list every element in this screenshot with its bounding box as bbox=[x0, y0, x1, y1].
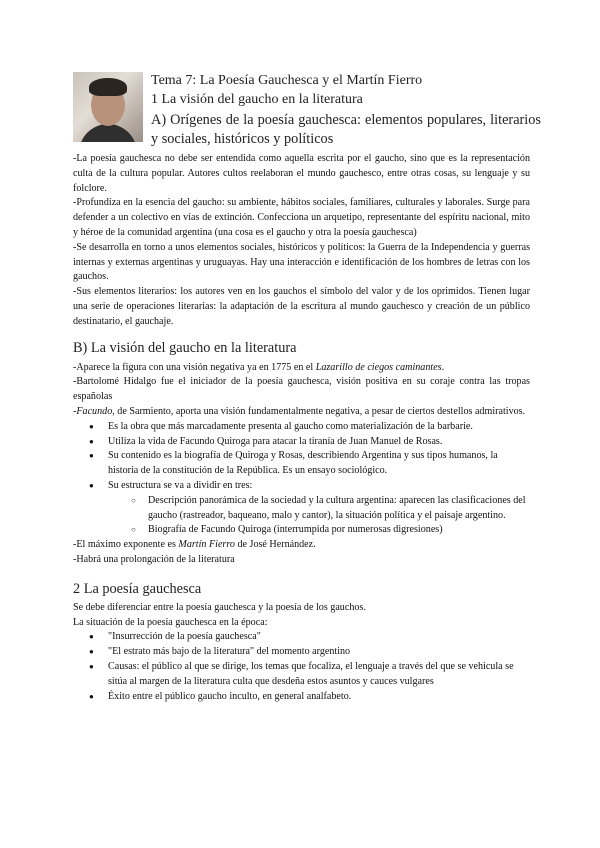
list-item: ● Utiliza la vida de Facundo Quiroga para atacar la tiranía de Juan Manuel de Rosas. bbox=[73, 435, 530, 450]
paragraph: La situación de la poesía gauchesca en la época: bbox=[73, 616, 268, 628]
paragraph bbox=[73, 538, 530, 553]
list-item: ○ Biografía de Facundo Quiroga (interrumpida por numerosas digresiones) bbox=[73, 523, 530, 538]
text-run: -El máximo exponente es bbox=[73, 539, 179, 551]
text-run: , de Sarmiento, aporta una visión fundamentalmente negativa, a pesar de ciertos destellos admirativos. bbox=[112, 405, 526, 417]
paragraph: -Bartolomé Hidalgo fue el iniciador de la poesía gauchesca, visión positiva en su coraje contra las tropas españolas bbox=[73, 376, 530, 403]
list-item: ● "El estrato más bajo de la literatura" del momento argentino bbox=[73, 645, 530, 660]
paragraph: -Sus elementos literarios: los autores ven en los gauchos el símbolo del valor y de los oprimidos. Tienen lugar una serie de operaciones literarias: la adaptación de la escritura al mundo gauchesco y creación de un público destinatario, el gauchaje. bbox=[73, 286, 530, 327]
section-b-title: B) La visión del gaucho en la literatura bbox=[73, 339, 297, 356]
text-run: de José Hernández. bbox=[234, 539, 316, 551]
list-item: ● Causas: el público al que se dirige, los temas que focaliza, el lenguaje a través del que se vehicula se sitúa al margen de la literatura culta que desdeña estos asuntos y cauces vulgares bbox=[73, 660, 530, 690]
list-item: ● Su estructura se va a dividir en tres: bbox=[73, 479, 530, 494]
book-title: -Facundo bbox=[73, 405, 113, 417]
photo-shirt bbox=[79, 124, 137, 142]
document-body bbox=[73, 152, 530, 704]
text-run: . bbox=[441, 361, 445, 373]
bullet-list bbox=[73, 420, 530, 494]
paragraph: -La poesía gauchesca no debe ser entendida como aquella escrita por el gaucho, sino que es la representación culta de la cultura popular. Autores cultos reelaboran el mundo gauchesco, entre otras cosas, su lenguaje y su folclore. bbox=[73, 153, 530, 194]
paragraph: Se debe diferenciar entre la poesía gauchesca y la poesía de los gauchos. bbox=[73, 601, 366, 613]
section-1-title: 1 La visión del gaucho en la literatura bbox=[151, 92, 363, 107]
section-2-title: 2 La poesía gauchesca bbox=[73, 580, 202, 597]
author-photo bbox=[73, 72, 143, 142]
paragraph bbox=[73, 361, 530, 376]
book-title: Martín Fierro bbox=[178, 539, 235, 551]
section-a-title: A) Orígenes de la poesía gauchesca: elementos populares, literarios y sociales, históricos y políticos bbox=[151, 112, 541, 147]
list-item: ● Éxito entre el público gaucho inculto, en general analfabeto. bbox=[73, 690, 530, 705]
paragraph bbox=[73, 405, 530, 420]
list-item: ● Es la obra que más marcadamente presenta al gaucho como materialización de la barbarie. bbox=[73, 420, 530, 435]
photo-hair bbox=[89, 78, 127, 96]
text-run: -Aparece la figura con una visión negativa ya en 1775 en el bbox=[73, 361, 316, 373]
list-item: ● Su contenido es la biografía de Quiroga y Rosas, describiendo Argentina y sus tipos humanos, la historia de la constitución de la República. Es un ensayo sociológico. bbox=[73, 449, 530, 479]
paragraph: -Profundiza en la esencia del gaucho: su ambiente, hábitos sociales, familiares, culturales y laborales. Surge para defender a un colectivo en vías de extinción. Confecciona un arquetipo, representante del espíritu nacional, mito y héroe de la comunidad argentina (una cosa es el gaucho y otra la poesía gauchesca) bbox=[73, 197, 530, 238]
list-item: ○ Descripción panorámica de la sociedad y la cultura argentina: aparecen las clasificaciones del gaucho (rastreador, baqueano, malo y cantor), la situación política y el paisaje argentino. bbox=[73, 494, 530, 524]
sub-bullet-list bbox=[73, 494, 530, 538]
book-title: Lazarillo de ciegos caminantes bbox=[315, 361, 442, 373]
paragraph: -Habrá una prolongación de la literatura bbox=[73, 553, 235, 565]
topic-title: Tema 7: La Poesía Gauchesca y el Martín Fierro bbox=[151, 73, 423, 88]
bullet-list bbox=[73, 630, 530, 704]
paragraph: -Se desarrolla en torno a unos elementos sociales, históricos y políticos: la Guerra de la Independencia y guerras internas y externas argentinas y uruguayas. Hay una interacción e identificación de los hombres de letras con los gauchos. bbox=[73, 241, 530, 283]
list-item: ● "Insurrección de la poesía gauchesca" bbox=[73, 630, 530, 645]
